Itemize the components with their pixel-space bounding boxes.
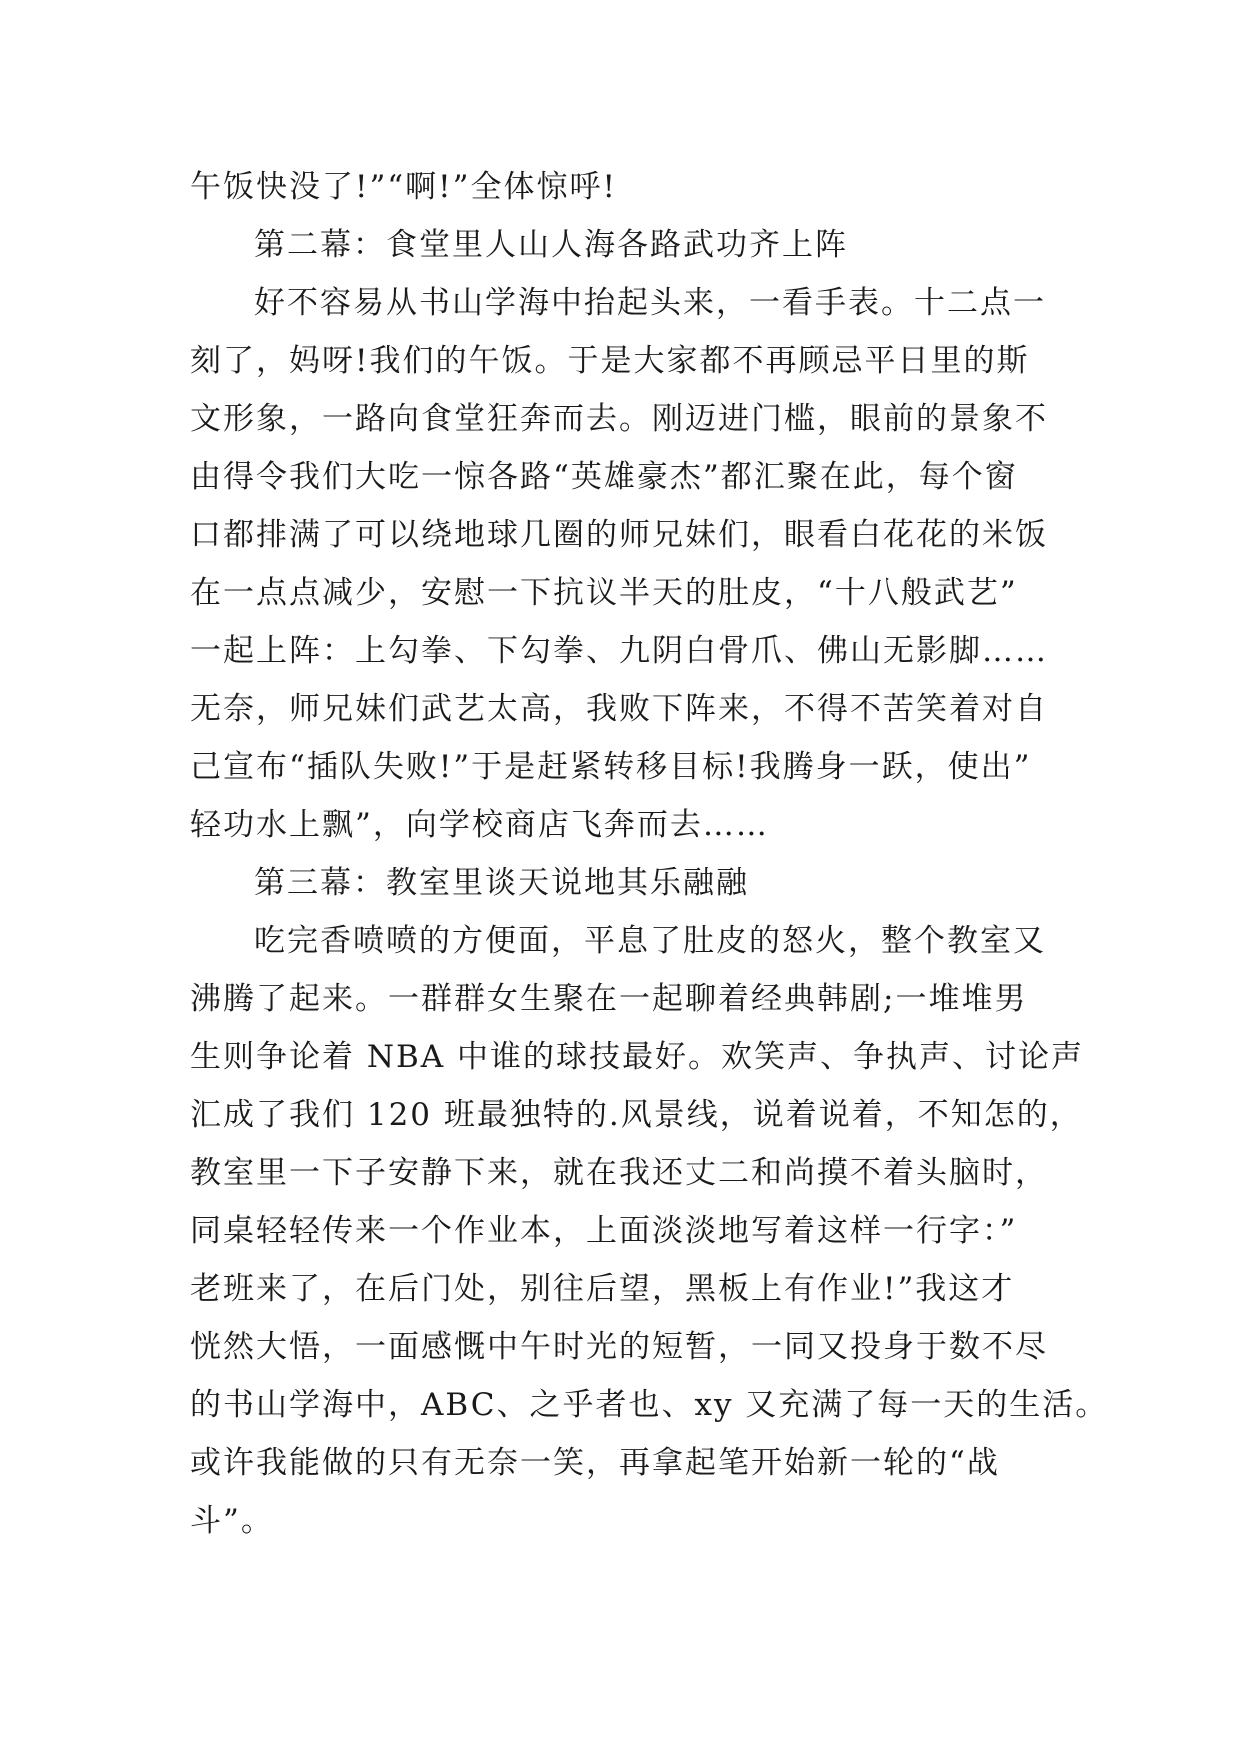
text-line: 己宣布“插队失败!”于是赶紧转移目标!我腾身一跃，使出” bbox=[190, 749, 1032, 785]
text-line: 汇成了我们 120 班最独特的.风景线，说着说着，不知怎的， bbox=[190, 1097, 1083, 1133]
text-line: 沸腾了起来。一群群女生聚在一起聊着经典韩剧;一堆堆男 bbox=[190, 981, 1028, 1017]
document-body bbox=[190, 158, 1109, 1550]
text-line: 口都排满了可以绕地球几圈的师兄妹们，眼看白花花的米饭 bbox=[190, 517, 1048, 553]
text-line: 午饭快没了!”“啊!”全体惊呼! bbox=[190, 169, 617, 205]
text-line: 教室里一下子安静下来，就在我还丈二和尚摸不着头脑时， bbox=[190, 1155, 1048, 1191]
text-line: 在一点点减少，安慰一下抗议半天的肚皮，“十八般武艺” bbox=[190, 575, 1018, 611]
text-line: 刻了，妈呀!我们的午饭。于是大家都不再顾忌平日里的斯 bbox=[190, 343, 1030, 379]
text-line: 同桌轻轻传来一个作业本，上面淡淡地写着这样一行字：” bbox=[190, 1213, 1018, 1249]
text-line: 斗”。 bbox=[190, 1503, 274, 1539]
text-line: 吃完香喷喷的方便面，平息了肚皮的怒火，整个教室又 bbox=[254, 923, 1046, 959]
text-line: 老班来了，在后门处，别往后望，黑板上有作业!”我这才 bbox=[190, 1271, 1015, 1307]
section-heading-act-two: 第二幕：食堂里人山人海各路武功齐上阵 bbox=[254, 227, 848, 263]
text-line: 生则争论着 NBA 中谁的球技最好。欢笑声、争执声、讨论声 bbox=[190, 1039, 1084, 1075]
text-line: 由得令我们大吃一惊各路“英雄豪杰”都汇聚在此，每个窗 bbox=[190, 459, 1018, 495]
text-line: 或许我能做的只有无奈一笑，再拿起笔开始新一轮的“战 bbox=[190, 1445, 1000, 1481]
text-line: 的书山学海中，ABC、之乎者也、xy 又充满了每一天的生活。 bbox=[190, 1387, 1109, 1423]
text-line: 无奈，师兄妹们武艺太高，我败下阵来，不得不苦笑着对自 bbox=[190, 691, 1048, 727]
section-heading-act-three: 第三幕：教室里谈天说地其乐融融 bbox=[254, 865, 749, 901]
text-line: 轻功水上飘”，向学校商店飞奔而去…… bbox=[190, 807, 769, 843]
text-line: 文形象，一路向食堂狂奔而去。刚迈进门槛，眼前的景象不 bbox=[190, 401, 1048, 437]
text-line: 恍然大悟，一面感慨中午时光的短暂，一同又投身于数不尽 bbox=[190, 1329, 1048, 1365]
text-line: 好不容易从书山学海中抬起头来，一看手表。十二点一 bbox=[254, 285, 1046, 321]
text-line: 一起上阵：上勾拳、下勾拳、九阴白骨爪、佛山无影脚…… bbox=[190, 633, 1048, 669]
